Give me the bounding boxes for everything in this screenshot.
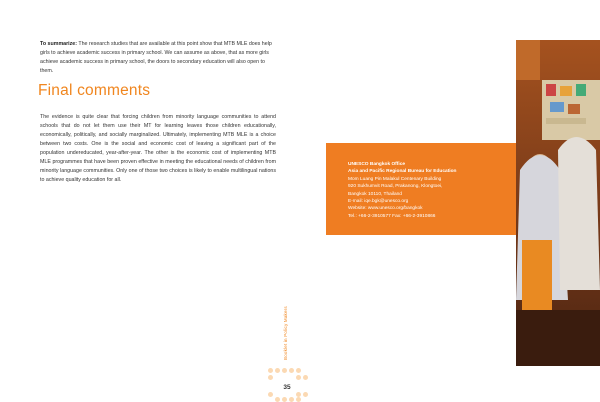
page-number: 35: [283, 384, 291, 391]
summary-paragraph: [40, 40, 274, 76]
contact-building: Mom Luang Pin Malakul Centenary Building: [348, 176, 442, 182]
contact-email: E-mail: iqe.bgk@unesco.org: [348, 199, 409, 205]
contact-office: UNESCO Bangkok Office: [348, 162, 406, 167]
contact-street: 920 Sukhumvit Road, Prakanong, Klongtoei,: [348, 184, 443, 190]
section-heading: Final comments: [38, 82, 151, 99]
summary-text: The research studies that are available at this point show that MTB MLE does help girls to achieve academic success in primary school. We can assume as above, that as more girls achieve academic success in primary school, the doors to secondary education will also open to them.: [40, 41, 272, 74]
contact-city: Bangkok 10110, Thailand: [348, 191, 402, 197]
contact-phone: Tel.: +66-2-3910577 Fax: +66-2-3910866: [348, 213, 436, 219]
classroom-photo: [516, 40, 600, 366]
contact-bureau: Asia and Pacific Regional Bureau for Education: [348, 169, 457, 175]
contact-info: [348, 161, 508, 220]
contact-website: Website: www.unesco.org/bangkok: [348, 206, 423, 212]
sidebar-label: Booklet in Policy Makers: [283, 306, 288, 360]
section-body: The evidence is quite clear that forcing children from minority language communities to attend schools that do not let them use their MT for learning leaves those children educationally, economically, politically, and socially marginalized. Ultimately, implementing MTB MLE is a choice between two costs. One is the social and economic cost of leaving a significant part of the population undereducated, year-after-year. The other is the economic cost of implementing MTB MLE programmes that have been proven effective in meeting the educational needs of children from minority language communities. Only one of those two choices is likely to enable multilingual nations to achieve quality education for all.: [40, 114, 276, 183]
summary-label: To summarize:: [40, 41, 77, 47]
